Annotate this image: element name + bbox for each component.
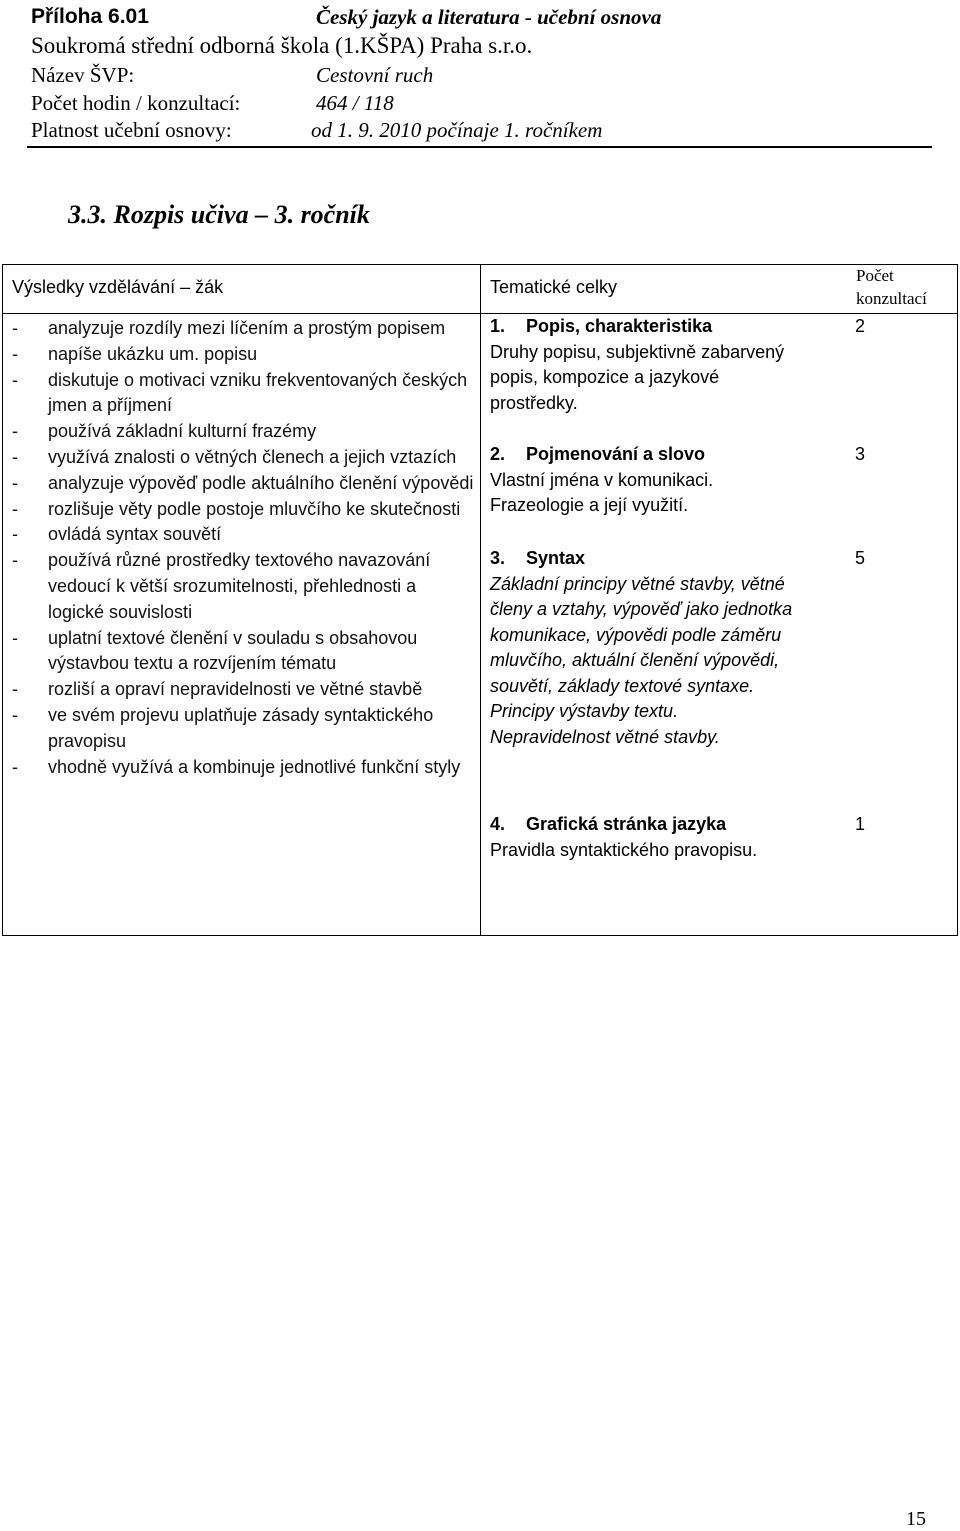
svp-label: Název ŠVP: bbox=[31, 63, 135, 87]
subject-title: Český jazyk a literatura - učební osnova bbox=[316, 5, 662, 29]
column-header-topics: Tematické celky bbox=[490, 277, 618, 297]
topic-hours: 5 bbox=[855, 548, 866, 568]
list-item: - používá základní kulturní frazémy bbox=[12, 419, 474, 445]
hours-label: Počet hodin / konzultací: bbox=[31, 91, 241, 115]
topic-description: Vlastní jména v komunikaci. Frazeologie a její využití. bbox=[490, 469, 714, 515]
dash-bullet: - bbox=[12, 472, 18, 493]
outcomes-list bbox=[12, 316, 474, 780]
dash-bullet: - bbox=[12, 679, 18, 700]
school-name: Soukromá střední odborná škola (1.KŠPA) Praha s.r.o. bbox=[31, 33, 533, 58]
section-title: 3.3. Rozpis učiva – 3. ročník bbox=[68, 200, 370, 229]
topic-hours: 1 bbox=[855, 814, 866, 834]
validity-value: od 1. 9. 2010 počínaje 1. ročníkem bbox=[311, 118, 603, 142]
list-item: - uplatní textové členění v souladu s obsahovou výstavbou textu a rozvíjením tématu bbox=[12, 627, 418, 674]
dash-bullet: - bbox=[12, 421, 18, 442]
svp-value: Cestovní ruch bbox=[316, 63, 434, 87]
column-header-count-line2: konzultací bbox=[856, 289, 927, 308]
list-item: - napíše ukázku um. popisu bbox=[12, 342, 474, 368]
topic-hours: 3 bbox=[855, 444, 866, 464]
topic-block bbox=[490, 812, 890, 863]
appendix-label: Příloha 6.01 bbox=[31, 5, 149, 28]
list-item: - používá různé prostředky textového navazování vedoucí k větší srozumitelnosti, přehlednosti a logické souvislosti bbox=[12, 550, 431, 622]
dash-bullet: - bbox=[12, 446, 18, 467]
list-item: - analyzuje rozdíly mezi líčením a prostým popisem bbox=[12, 316, 474, 342]
column-divider bbox=[480, 264, 481, 936]
list-item: - ve svém projevu uplatňuje zásady syntaktického pravopisu bbox=[12, 704, 434, 751]
dash-bullet: - bbox=[12, 627, 18, 648]
list-item: - rozlišuje věty podle postoje mluvčího ke skutečnosti bbox=[12, 497, 474, 523]
topic-description: Druhy popisu, subjektivně zabarvený popis, kompozice a jazykové prostředky. bbox=[490, 341, 785, 413]
list-item: - vhodně využívá a kombinuje jednotlivé funkční styly bbox=[12, 755, 474, 781]
dash-bullet: - bbox=[12, 756, 18, 777]
hours-value: 464 / 118 bbox=[316, 91, 394, 115]
dash-bullet: - bbox=[12, 498, 18, 519]
dash-bullet: - bbox=[12, 524, 18, 545]
topic-title: 1. Popis, charakteristika bbox=[490, 316, 713, 336]
list-item: - ovládá syntax souvětí bbox=[12, 522, 474, 548]
column-header-count-line1: Počet bbox=[856, 266, 894, 285]
dash-bullet: - bbox=[12, 369, 18, 390]
list-item: - využívá znalosti o větných členech a jejich vztazích bbox=[12, 445, 474, 471]
topic-description: Základní principy větné stavby, větné členy a vztahy, výpověď jako jednotka komunikace, výpovědi podle záměru mluvčího, aktuální členění výpovědi, souvětí, základy textové syntaxe. Principy výstavby textu. Nepravidelnost větné stavby. bbox=[490, 573, 793, 747]
header-divider bbox=[27, 146, 932, 148]
topic-block bbox=[490, 314, 890, 416]
validity-label: Platnost učební osnovy: bbox=[31, 118, 232, 142]
topic-block bbox=[490, 442, 890, 519]
dash-bullet: - bbox=[12, 704, 18, 725]
page-number: 15 bbox=[906, 1508, 926, 1530]
list-item: - rozliší a opraví nepravidelnosti ve větné stavbě bbox=[12, 677, 474, 703]
topic-block bbox=[490, 546, 890, 750]
list-item: - diskutuje o motivaci vzniku frekventovaných českých jmen a příjmení bbox=[12, 369, 468, 416]
topic-title: 3. Syntax bbox=[490, 548, 586, 568]
topic-title: 4. Grafická stránka jazyka bbox=[490, 814, 727, 834]
column-header-outcomes: Výsledky vzdělávání – žák bbox=[12, 277, 224, 297]
topic-hours: 2 bbox=[855, 316, 866, 336]
list-item: - analyzuje výpověď podle aktuálního členění výpovědi bbox=[12, 471, 474, 497]
dash-bullet: - bbox=[12, 550, 18, 571]
topic-title: 2. Pojmenování a slovo bbox=[490, 444, 706, 464]
topic-description: Pravidla syntaktického pravopisu. bbox=[490, 839, 758, 860]
dash-bullet: - bbox=[12, 343, 18, 364]
dash-bullet: - bbox=[12, 318, 18, 338]
